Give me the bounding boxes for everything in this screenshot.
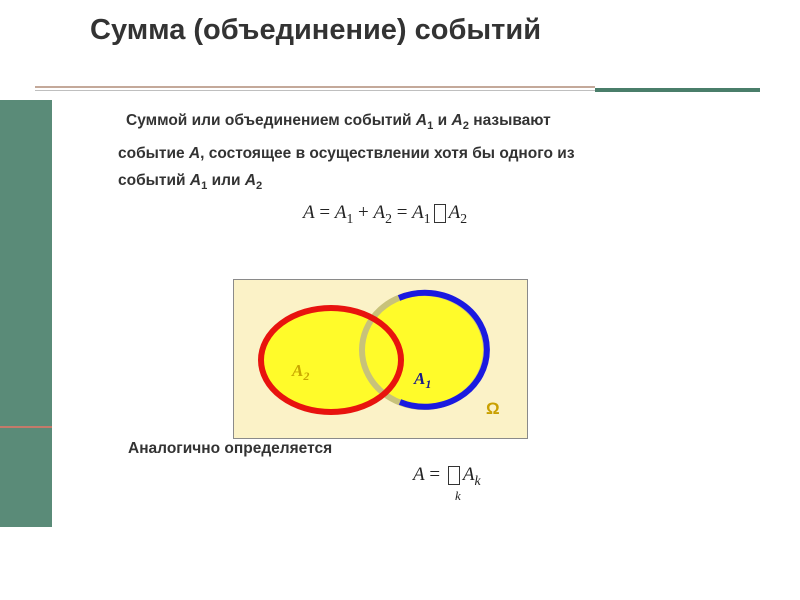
slide-title: Сумма (объединение) событий xyxy=(90,14,542,46)
union-index-label: k xyxy=(455,488,461,503)
title-divider-accent xyxy=(35,86,595,88)
definition-line-3: событий $A_1$ или $A_2$ xyxy=(118,172,263,193)
definition-paragraph xyxy=(118,107,718,200)
side-accent-bar xyxy=(0,100,52,527)
title-divider-dark xyxy=(595,88,760,92)
label-a2: $A_2$ xyxy=(292,361,310,383)
union-formula: $A = A_1 + A_2 = A_1$ $A_2$ xyxy=(303,202,468,226)
venn-diagram xyxy=(233,279,528,439)
union-symbol-icon xyxy=(434,204,446,223)
definition-line-1: Суммой или объединением событий $A_1$ и $A_2$ называют xyxy=(126,112,551,133)
definition-line-2: событие A, состоящее в осуществлении хотя бы одного из xyxy=(118,145,575,163)
big-union-symbol-icon xyxy=(448,466,460,485)
side-red-rule xyxy=(0,426,52,428)
label-omega: Ω xyxy=(486,399,500,418)
analog-text: Аналогично определяется xyxy=(128,440,333,457)
venn-svg xyxy=(234,280,529,440)
general-union-formula: $A = A_k$ k xyxy=(413,464,481,503)
label-a1: $A_1$ xyxy=(414,369,432,391)
